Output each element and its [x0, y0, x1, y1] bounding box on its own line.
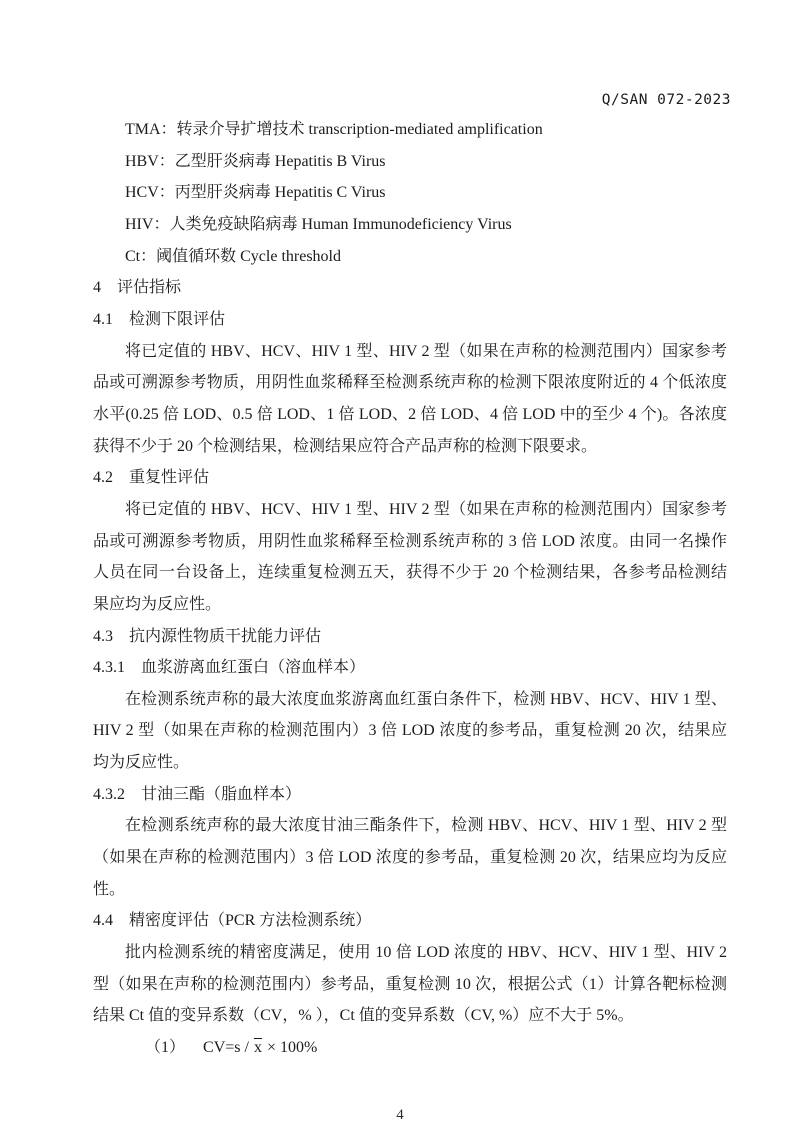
paragraph-line: 品或可溯源参考物质，用阴性血浆稀释至检测系统声称的检测下限浓度附近的 4 个低浓度	[93, 374, 727, 392]
section-title: 重复性评估	[129, 469, 210, 487]
paragraph-line: 水平(0.25 倍 LOD、0.5 倍 LOD、1 倍 LOD、2 倍 LOD、4 倍 LOD 中的至少 4 个)。各浓度	[93, 405, 727, 423]
section-heading-4-3-1	[93, 652, 727, 684]
paragraph-line: 将已定值的 HBV、HCV、HIV 1 型、HIV 2 型（如果在声称的检测范围内）国家参考	[125, 500, 727, 518]
paragraph-line: 结果 Ct 值的变异系数（CV，% ），Ct 值的变异系数（CV, %）应不大于 5%。	[93, 1007, 634, 1025]
section-title: 精密度评估（PCR 方法检测系统）	[129, 912, 372, 930]
section-heading-4-3-2	[93, 779, 727, 811]
abbreviation-hbv: HBV：乙型肝炎病毒 Hepatitis B Virus	[125, 152, 386, 170]
paragraph-line: 批内检测系统的精密度满足，使用 10 倍 LOD 浓度的 HBV、HCV、HIV 1 型、HIV 2	[125, 944, 727, 962]
paragraph-line: 品或可溯源参考物质，用阴性血浆稀释至检测系统声称的 3 倍 LOD 浓度。由同一名操作	[93, 532, 727, 550]
section-number: 4.2	[93, 469, 113, 487]
section-number: 4.1	[93, 310, 113, 328]
section-heading-4-1	[93, 304, 727, 336]
paragraph-line: HIV 2 型（如果在声称的检测范围内）3 倍 LOD 浓度的参考品，重复检测 20 次，结果应	[93, 722, 727, 740]
paragraph-line: 果应均为反应性。	[93, 595, 222, 613]
abbreviation-ct: Ct：阈值循环数 Cycle threshold	[125, 247, 341, 265]
paragraph-line: 均为反应性。	[93, 754, 190, 772]
paragraph-line: 性。	[93, 880, 126, 898]
section-heading-4-2	[93, 462, 727, 494]
formula-rhs: × 100%	[266, 1039, 318, 1057]
paragraph-line: 将已定值的 HBV、HCV、HIV 1 型、HIV 2 型（如果在声称的检测范围内）国家参考	[125, 342, 727, 360]
section-title: 评估指标	[117, 279, 182, 297]
section-number: 4.3.1	[93, 659, 125, 677]
formula-cv	[93, 1032, 727, 1064]
paragraph-line: （如果在声称的检测范围内）3 倍 LOD 浓度的参考品，重复检测 20 次，结果应均为反应	[93, 849, 727, 867]
paragraph-line: 型（如果在声称的检测范围内）参考品，重复检测 10 次，根据公式（1）计算各靶标检测	[93, 975, 727, 993]
section-title: 抗内源性物质干扰能力评估	[129, 627, 322, 645]
abbreviation-hcv: HCV：丙型肝炎病毒 Hepatitis C Virus	[125, 184, 386, 202]
section-number: 4	[93, 279, 101, 297]
section-number: 4.4	[93, 912, 113, 930]
section-heading-4	[93, 272, 727, 304]
doc-code: Q/SAN 072-2023	[601, 92, 731, 108]
section-number: 4.3	[93, 627, 113, 645]
section-title: 血浆游离血红蛋白（溶血样本）	[141, 659, 366, 677]
formula-lhs: CV=s /	[203, 1039, 249, 1057]
section-title: 甘油三酯（脂血样本）	[141, 785, 302, 803]
paragraph-line: 获得不少于 20 个检测结果，检测结果应符合产品声称的检测下限要求。	[93, 437, 598, 455]
page-number: 4	[396, 1107, 404, 1123]
abbreviation-hiv: HIV：人类免疫缺陷病毒 Human Immunodeficiency Virus	[125, 215, 512, 233]
section-number: 4.3.2	[93, 785, 125, 803]
section-heading-4-3	[93, 621, 727, 653]
abbreviation-tma: TMA：转录介导扩增技术 transcription-mediated amplification	[125, 121, 543, 138]
page-content	[93, 114, 727, 1064]
paragraph-line: 人员在同一台设备上，连续重复检测五天，获得不少于 20 个检测结果，各参考品检测结	[93, 564, 727, 582]
paragraph-line: 在检测系统声称的最大浓度甘油三酯条件下，检测 HBV、HCV、HIV 1 型、HIV 2 型	[125, 817, 727, 835]
paragraph-line: 在检测系统声称的最大浓度血浆游离血红蛋白条件下，检测 HBV、HCV、HIV 1 型、	[125, 690, 727, 708]
formula-xbar: $\overline{x}$	[253, 1039, 262, 1057]
formula-label: （1）	[145, 1039, 186, 1057]
section-heading-4-4	[93, 905, 727, 937]
section-title: 检测下限评估	[129, 310, 226, 328]
